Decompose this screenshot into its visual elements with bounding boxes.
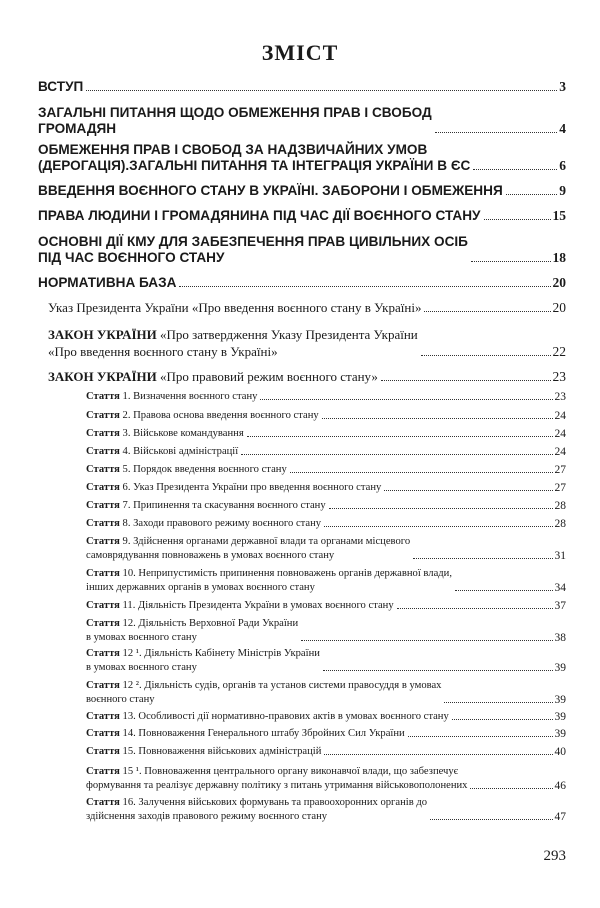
toc-page-number: 38 <box>554 632 566 644</box>
toc-page-number: 31 <box>554 550 566 562</box>
toc-entry[interactable]: Стаття 5. Порядок введення воєнного стану 27 <box>86 464 566 476</box>
toc-page-number: 18 <box>552 250 566 265</box>
toc-entry[interactable]: Стаття 4. Військові адміністрації 24 <box>86 446 566 458</box>
toc-entry[interactable]: Стаття 2. Правова основа введення воєнного стану 24 <box>86 410 566 422</box>
toc-page-number: 24 <box>554 428 566 440</box>
toc-page-number: 40 <box>554 746 566 758</box>
toc-entry[interactable]: Стаття 1. Визначення воєнного стану 23 <box>86 391 566 403</box>
toc-entry[interactable]: ЗАГАЛЬНІ ПИТАННЯ ЩОДО ОБМЕЖЕННЯ ПРАВ І СВОБОД ГРОМАДЯН 4 <box>38 105 566 136</box>
toc-page-number: 27 <box>554 464 566 476</box>
toc-entry[interactable]: Стаття 9. Здійснення органами державної влади та органами місцевого самоврядування повноважень в умовах воєнного стану 31 <box>86 536 566 562</box>
toc-entry[interactable]: ОБМЕЖЕННЯ ПРАВ І СВОБОД ЗА НАДЗВИЧАЙНИХ УМОВ (ДЕРОГАЦІЯ).ЗАГАЛЬНІ ПИТАННЯ ТА ІНТЕГРАЦІЯ УКРАЇНИ В ЄС 6 <box>38 142 566 173</box>
toc-page-number: 37 <box>554 600 566 612</box>
toc-page-number: 46 <box>554 780 566 792</box>
toc-entry[interactable]: Стаття 13. Особливості дії нормативно-правових актів в умовах воєнного стану 39 <box>86 711 566 723</box>
toc-entry[interactable]: Стаття 16. Залучення військових формувань та правоохоронних органів до здійснення заходів правового режиму воєнного стану 47 <box>86 797 566 823</box>
toc-page-number: 9 <box>559 183 566 198</box>
toc-entry[interactable]: Стаття 12 ². Діяльність судів, органів та установ системи правосуддя в умовах воєнного стану 39 <box>86 680 566 706</box>
toc-entry[interactable]: ВВЕДЕННЯ ВОЄННОГО СТАНУ В УКРАЇНІ. ЗАБОРОНИ І ОБМЕЖЕННЯ 9 <box>38 183 566 198</box>
toc-entry[interactable]: НОРМАТИВНА БАЗА 20 <box>38 275 566 290</box>
toc-page-number: 24 <box>554 446 566 458</box>
toc-page-number: 24 <box>554 410 566 422</box>
toc-entry[interactable]: Указ Президента України «Про введення воєнного стану в Україні» 20 <box>48 300 566 315</box>
toc-page-number: 28 <box>554 500 566 512</box>
toc-page-number: 39 <box>554 711 566 723</box>
toc-page-number: 6 <box>559 158 566 173</box>
toc-page-number: 23 <box>552 369 566 384</box>
toc-entry[interactable]: ВСТУП 3 <box>38 79 566 94</box>
toc-page-number: 20 <box>552 275 566 290</box>
toc-entry[interactable]: Стаття 15. Повноваження військових адміністрацій 40 <box>86 746 566 758</box>
toc-page-number: 22 <box>552 344 566 359</box>
toc-page-number: 27 <box>554 482 566 494</box>
toc-entry[interactable]: Стаття 12 ¹. Діяльність Кабінету Міністрів України в умовах воєнного стану 39 <box>86 648 566 674</box>
toc-page-number: 3 <box>559 79 566 94</box>
toc-page-number: 34 <box>554 582 566 594</box>
toc-page-number: 39 <box>554 662 566 674</box>
toc-page-number: 4 <box>559 121 566 136</box>
toc-entry[interactable]: Стаття 11. Діяльність Президента України в умовах воєнного стану 37 <box>86 600 566 612</box>
toc-entry[interactable]: ЗАКОН УКРАЇНИ «Про правовий режим воєнного стану» 23 <box>48 369 566 384</box>
toc-entry[interactable]: Стаття 8. Заходи правового режиму воєнного стану 28 <box>86 518 566 530</box>
toc-entry[interactable]: Стаття 10. Неприпустимість припинення повноважень органів державної влади, інших державних органів в умовах воєнного стану 34 <box>86 568 566 594</box>
toc-page-number: 15 <box>552 208 566 223</box>
toc-entry[interactable]: Стаття 15 ¹. Повноваження центрального органу виконавчої влади, що забезпечує формування та реалізує державну політику з питань утримання військовополонених 46 <box>86 766 566 792</box>
toc-page-number: 20 <box>552 300 566 315</box>
toc-title: ЗМІСТ <box>261 40 339 65</box>
page-number: 293 <box>543 848 566 864</box>
toc-entry[interactable]: Стаття 12. Діяльність Верховної Ради України в умовах воєнного стану 38 <box>86 618 566 644</box>
toc-page-number: 39 <box>554 728 566 740</box>
toc-page-number: 23 <box>554 391 566 403</box>
toc-entry[interactable]: Стаття 14. Повноваження Генерального штабу Збройних Сил України 39 <box>86 728 566 740</box>
toc-entry[interactable]: ЗАКОН УКРАЇНИ «Про затвердження Указу Президента України «Про введення воєнного стану в Україні» 22 <box>48 327 566 359</box>
toc-page-number: 47 <box>554 811 566 823</box>
toc-entry[interactable]: ПРАВА ЛЮДИНИ І ГРОМАДЯНИНА ПІД ЧАС ДІЇ ВОЄННОГО СТАНУ 15 <box>38 208 566 223</box>
toc-entry[interactable]: ОСНОВНІ ДІЇ КМУ ДЛЯ ЗАБЕЗПЕЧЕННЯ ПРАВ ЦИВІЛЬНИХ ОСІБ ПІД ЧАС ВОЄННОГО СТАНУ 18 <box>38 234 566 265</box>
toc-entry[interactable]: Стаття 3. Військове командування 24 <box>86 428 566 440</box>
toc-page-number: 39 <box>554 694 566 706</box>
toc-entry[interactable]: Стаття 6. Указ Президента України про введення воєнного стану 27 <box>86 482 566 494</box>
toc-entry[interactable]: Стаття 7. Припинення та скасування воєнного стану 28 <box>86 500 566 512</box>
toc-page-number: 28 <box>554 518 566 530</box>
